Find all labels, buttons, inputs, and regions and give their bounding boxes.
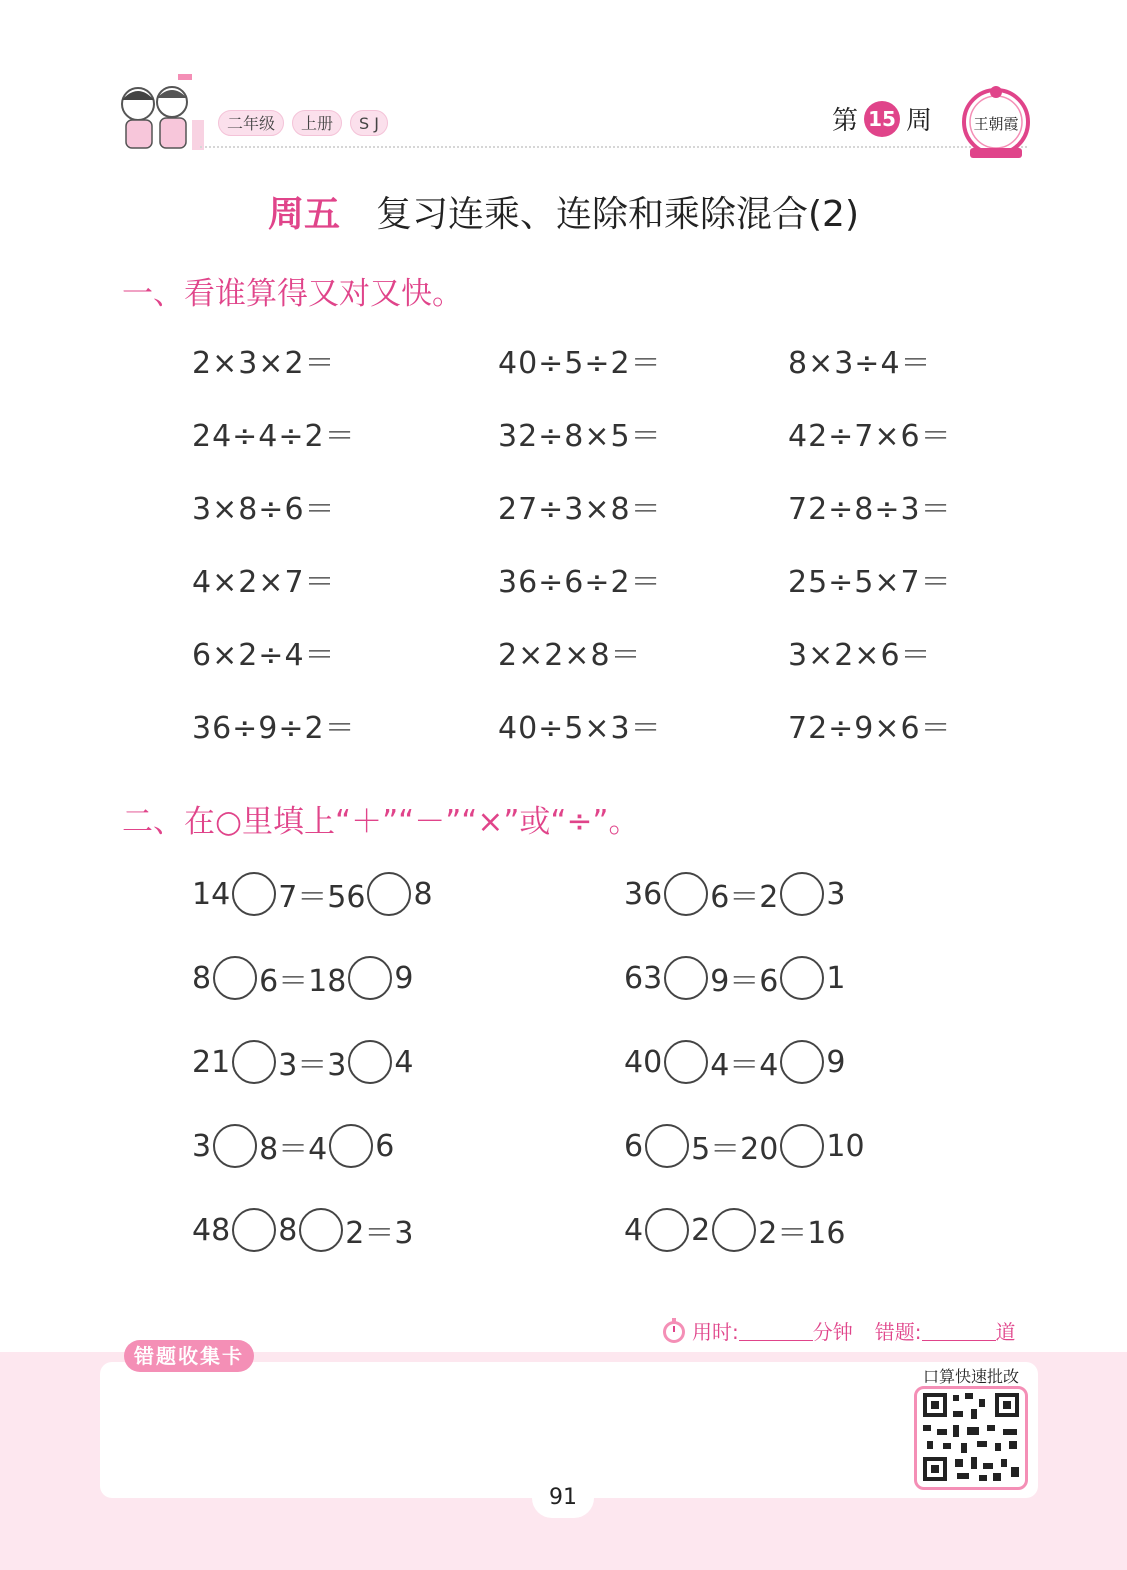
expression: 24÷4÷2＝ [192, 419, 356, 454]
operator-fill-item [192, 872, 433, 916]
operator-fill-item [624, 1040, 845, 1084]
errors-unit: 道 [995, 1320, 1016, 1344]
expression: 2×2×8＝ [498, 638, 642, 673]
operator-fill-item [192, 1040, 413, 1084]
expression: 40÷5×3＝ [498, 711, 662, 746]
operator-blank-circle[interactable] [780, 872, 824, 916]
operator-blank-circle[interactable] [232, 872, 276, 916]
expression: 40÷5÷2＝ [498, 346, 662, 381]
operand: 40 [624, 1044, 663, 1080]
operator-blank-circle[interactable] [780, 956, 824, 1000]
operand: 2＝16 [758, 1216, 846, 1251]
operator-fill-item [624, 872, 845, 916]
operand: 36 [624, 876, 663, 912]
expression: 27÷3×8＝ [498, 492, 662, 527]
qr-code-icon[interactable] [917, 1389, 1025, 1487]
operator-blank-circle[interactable] [664, 1040, 708, 1084]
operator-blank-circle[interactable] [348, 956, 392, 1000]
errors-input-line[interactable] [922, 1321, 996, 1341]
expression: 42÷7×6＝ [788, 419, 952, 454]
expression: 25÷5×7＝ [788, 565, 952, 600]
operator-fill-item [192, 1124, 394, 1168]
time-and-errors-record [660, 1316, 1016, 1345]
qr-frame [914, 1386, 1028, 1490]
title-day: 周五 [267, 194, 340, 235]
operator-blank-circle[interactable] [232, 1040, 276, 1084]
expression: 3×2×6＝ [788, 638, 932, 673]
operator-blank-circle[interactable] [780, 1124, 824, 1168]
operand: 9＝6 [710, 964, 779, 999]
operand: 4＝4 [710, 1048, 779, 1083]
stopwatch-icon [660, 1317, 688, 1345]
qr-label: 口算快速批改 [922, 1367, 1019, 1386]
header-divider [200, 146, 1027, 148]
time-input-line[interactable] [739, 1321, 813, 1341]
expression: 36÷6÷2＝ [498, 565, 662, 600]
operand: 8＝4 [259, 1132, 328, 1167]
error-card-title: 错题收集卡 [124, 1340, 254, 1372]
operator-blank-circle[interactable] [367, 872, 411, 916]
operand: 5＝20 [691, 1132, 779, 1167]
operand: 8 [413, 876, 433, 912]
brand-seal-logo [960, 80, 1032, 162]
operand: 9 [826, 1044, 846, 1080]
operator-fill-item [624, 1124, 865, 1168]
week-indicator [832, 100, 932, 137]
operand: 4 [624, 1212, 644, 1248]
operator-blank-circle[interactable] [645, 1208, 689, 1252]
expression: 32÷8×5＝ [498, 419, 662, 454]
section2-heading: 二、在○里填上“＋”“－”“×”或“÷”。 [122, 804, 640, 840]
expression: 3×8÷6＝ [192, 492, 336, 527]
operator-blank-circle[interactable] [213, 1124, 257, 1168]
expression: 72÷8÷3＝ [788, 492, 952, 527]
title-topic: 复习连乘、连除和乘除混合(2) [376, 194, 859, 235]
expression: 4×2×7＝ [192, 565, 336, 600]
operand: 6 [624, 1128, 644, 1164]
operand: 3 [826, 876, 846, 912]
page-title [0, 186, 1127, 237]
operator-blank-circle[interactable] [664, 956, 708, 1000]
operator-blank-circle[interactable] [299, 1208, 343, 1252]
grade-tag: 二年级 [218, 110, 284, 136]
operand: 2 [691, 1212, 711, 1248]
expression: 6×2÷4＝ [192, 638, 336, 673]
expression: 8×3÷4＝ [788, 346, 932, 381]
operator-fill-item [192, 1208, 413, 1252]
page-number: 91 [532, 1478, 594, 1518]
operand: 7＝56 [278, 880, 366, 915]
children-mascot-illustration [108, 70, 208, 158]
operand: 14 [192, 876, 231, 912]
operator-blank-circle[interactable] [664, 872, 708, 916]
operand: 48 [192, 1212, 231, 1248]
svg-text:王朝霞: 王朝霞 [973, 115, 1019, 133]
operator-blank-circle[interactable] [232, 1208, 276, 1252]
expression: 36÷9÷2＝ [192, 711, 356, 746]
volume-tag: 上册 [292, 110, 342, 136]
operator-blank-circle[interactable] [780, 1040, 824, 1084]
qr-code-block [912, 1364, 1030, 1492]
operand: 63 [624, 960, 663, 996]
week-prefix: 第 [832, 106, 859, 136]
week-suffix: 周 [906, 106, 933, 136]
operand: 2＝3 [345, 1216, 414, 1251]
week-number-badge: 15 [864, 101, 900, 137]
expression: 2×3×2＝ [192, 346, 336, 381]
operand: 1 [826, 960, 846, 996]
operand: 8 [192, 960, 212, 996]
operator-fill-item [624, 956, 845, 1000]
operand: 4 [394, 1044, 414, 1080]
operator-blank-circle[interactable] [645, 1124, 689, 1168]
errors-label: 错题: [874, 1320, 922, 1344]
section1-heading: 一、看谁算得又对又快。 [122, 276, 463, 312]
operand: 6＝2 [710, 880, 779, 915]
minutes-label: 分钟 [812, 1320, 853, 1344]
operand: 21 [192, 1044, 231, 1080]
edition-tag: S J [350, 110, 388, 136]
operator-fill-item [624, 1208, 845, 1252]
operand: 6 [375, 1128, 395, 1164]
expression: 72÷9×6＝ [788, 711, 952, 746]
grade-tags [218, 110, 388, 136]
operator-blank-circle[interactable] [348, 1040, 392, 1084]
operand: 6＝18 [259, 964, 347, 999]
time-label: 用时: [692, 1320, 739, 1344]
operand: 8 [278, 1212, 298, 1248]
operator-fill-item [192, 956, 413, 1000]
operand: 9 [394, 960, 414, 996]
operand: 3＝3 [278, 1048, 347, 1083]
operand: 10 [826, 1128, 865, 1164]
operator-blank-circle[interactable] [213, 956, 257, 1000]
operand: 3 [192, 1128, 212, 1164]
operator-blank-circle[interactable] [329, 1124, 373, 1168]
operator-blank-circle[interactable] [712, 1208, 756, 1252]
